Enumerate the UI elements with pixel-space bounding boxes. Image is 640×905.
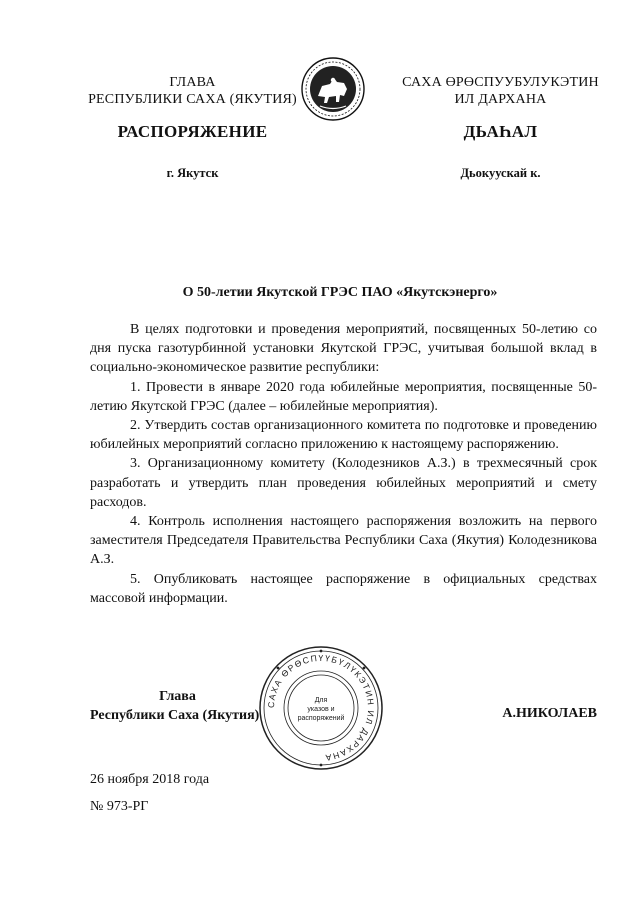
seal-center-line-2: указов и — [307, 706, 335, 713]
coat-of-arms-emblem — [300, 56, 366, 122]
document-number: № 973-РГ — [90, 799, 149, 814]
preamble-paragraph: В целях подготовки и проведения мероприятий, посвященных 50-летию со дня пуска газотурбинной установки Якутской ГРЭС, учитывая большой вклад в социально-экономическое развитие республики: — [90, 322, 597, 376]
seal-ring-text: САХА ӨРӨСПҮҮБҮЛҮКЭТИН ИЛ ДАРХАНА — [265, 652, 377, 763]
clause-paragraph: 2. Утвердить состав организационного комитета по подготовке и проведению юбилейных мероприятий согласно приложению к настоящему распоряжению. — [90, 418, 597, 453]
signatory-title-line-2: Республики Саха (Якутия) — [90, 708, 260, 723]
issuer-line-2: РЕСПУБЛИКИ САХА (ЯКУТИЯ) — [88, 92, 297, 107]
clause-paragraph: 4. Контроль исполнения настоящего распоряжения возложить на первого заместителя Председателя Правительства Республики Саха (Якутия) Колодезникова А.З. — [90, 514, 597, 568]
clause-paragraph: 3. Организационному комитету (Колодезников А.З.) в трехмесячный срок разработать и утвердить план проведения юбилейных мероприятий и смету расходов. — [90, 456, 597, 510]
issuer-block-ru — [60, 74, 325, 108]
seal-center-line-1: Для — [314, 697, 328, 704]
signatory-title — [90, 687, 265, 725]
place-sakha: Дьокуускай к. — [460, 166, 541, 180]
document-type-ru: РАСПОРЯЖЕНИЕ — [117, 122, 268, 141]
signatory-name: А.НИКОЛАЕВ — [502, 706, 597, 721]
official-seal-stamp — [257, 644, 385, 772]
issuer-line-1-sakha: САХА ӨРӨСПУУБУЛУКЭТИН — [402, 75, 599, 90]
signatory-title-line-1: Глава — [159, 689, 196, 704]
issuer-block-sakha — [378, 74, 623, 108]
document-date: 26 ноября 2018 года — [90, 772, 210, 787]
document-type-sakha: ДЬАҺАЛ — [463, 122, 538, 141]
place-ru: г. Якутск — [166, 166, 219, 180]
document-subject: О 50-летии Якутской ГРЭС ПАО «Якутскэнерго» — [182, 285, 498, 300]
issuer-line-2-sakha: ИЛ ДАРХАНА — [454, 92, 547, 107]
issuer-line-1: ГЛАВА — [169, 75, 216, 90]
document-body — [90, 320, 597, 608]
clause-paragraph: 5. Опубликовать настоящее распоряжение в официальных средствах массовой информации. — [90, 571, 597, 606]
seal-center-line-3: распоряжений — [297, 715, 345, 722]
clause-paragraph: 1. Провести в январе 2020 года юбилейные мероприятия, посвященные 50-летию Якутской ГРЭС (далее – юбилейные мероприятия). — [90, 379, 597, 414]
